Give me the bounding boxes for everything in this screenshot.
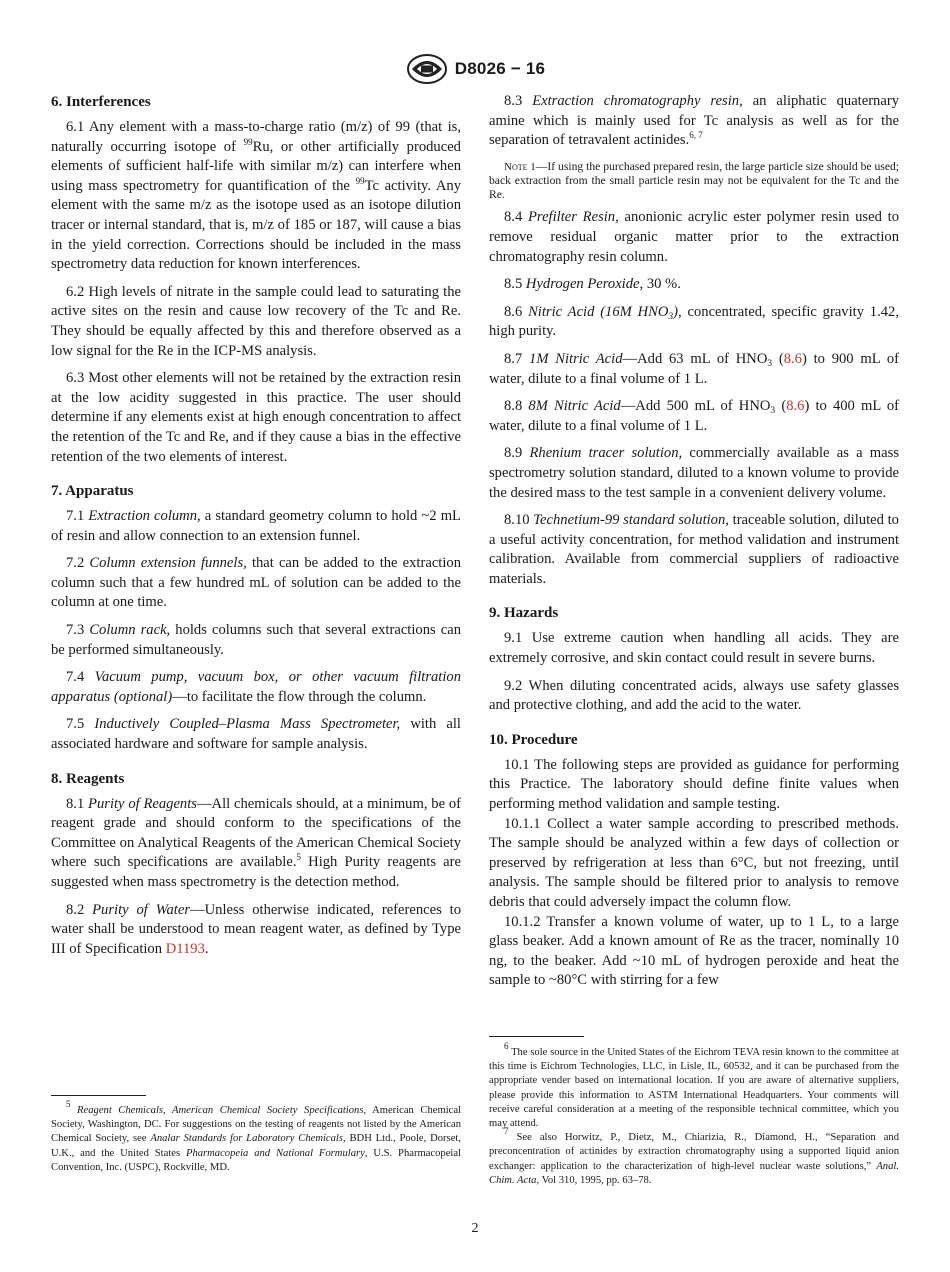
para-10-1: 10.1 The following steps are provided as guidance for performing this Practice. The laboratory should define finite values when performing method validation and sample testing. xyxy=(489,756,899,813)
para-8-1: 8.1 Purity of Reagents—All chemicals should, at a minimum, be of reagent grade and should conform to the specifications of the Committee on Analytical Reagents of the American Chemical Society where such specifications are available.$^5$ High Purity reagents are suggested when mass spectrometry is the detection method. xyxy=(51,795,461,890)
note-1: Note 1—If using the purchased prepared resin, the large particle size should be used; back extraction from the small particle resin may not be equivalent for the Tc and the Re. xyxy=(489,159,899,202)
para-8-8: 8.8 8M Nitric Acid—Add 500 mL of $HNO_3$ (8.6) to 400 mL of water, dilute to a final volume of 1 L. xyxy=(489,398,900,434)
section-8-heading: 8. Reagents xyxy=(51,770,125,787)
reference-link-d1193[interactable]: D1193 xyxy=(165,940,205,957)
page-number: 2 xyxy=(471,1221,479,1236)
para-9-2: 9.2 When diluting concentrated acids, always use safety glasses and protective clothing, and add the acid to the water. xyxy=(489,677,899,714)
footnote-rule-right xyxy=(489,1036,584,1037)
para-8-5: 8.5 Hydrogen Peroxide, 30 %. xyxy=(504,276,681,293)
section-6-heading: 6. Interferences xyxy=(51,94,151,110)
para-6-2: 6.2 High levels of nitrate in the sample could lead to saturating the active sites on the resin and cause low recovery of the Tc and Re. They should be equally affected by this and therefore observed as a low signal for the Re in the ICP-MS analysis. xyxy=(51,283,461,359)
para-10-1-1: 10.1.1 Collect a water sample according to prescribed methods. The sample should be analyzed within a few days of collection or preserved by refrigeration at less than 6°C, but not freezing, until analysis. The sample should be filtered prior to analysis to remove debris that could adversely impact the column flow. xyxy=(489,815,899,911)
section-7-heading: 7. Apparatus xyxy=(51,483,134,500)
footnote-6: $^6$ The sole source in the United States of the Eichrom TEVA resin known to the committee at this time is Eichrom Technologies, LLC, in Lisle, IL, 60532, and it can be purchased from the appropriate vender based on international location. If you are aware of alternative suppliers, please provide this information to ASTM International Headquarters. Your comments will receive careful consideration at a meeting of the responsible technical committee, which you may attend. xyxy=(489,1041,899,1130)
para-7-3: 7.3 Column rack, holds columns such that several extractions can be performed simultaneously. xyxy=(51,622,462,658)
para-6-1: 6.1 Any element with a mass-to-charge ratio (m/z) of 99 (that is, naturally occurring isotope of $^{99}$Ru, or other artificially produced elements of sufficient half-life with similar m/z) can interfere when using mass spectrometry for quantification of the $^{99}$Tc activity. Any element with the same m/z as the isotope used as an isotope dilution tracer or internal standard, that is, m/z of 185 or 187, will cause a bias in the yield correction. Corrections should be included in the mass spectrometry data reduction for known interferences. xyxy=(51,119,462,273)
reference-link-8-6[interactable]: 8.6 xyxy=(783,350,802,367)
section-9-heading: 9. Hazards xyxy=(489,605,559,622)
astm-logo-icon xyxy=(405,53,449,85)
footnote-7: $^7$ See also Horwitz, P., Dietz, M., Chiarizia, R., Diamond, H., “Separation and preconcentration of actinides by extraction chromatography using a supported liquid anion exchanger: application to the characterization of high-level nuclear waste solutions,” Anal. Chim. Acta, Vol 310, 1995, pp. 63–78. xyxy=(489,1126,899,1186)
para-6-3: 6.3 Most other elements will not be retained by the extraction resin at the low acidity suggested in this practice. The user should determine if any elements exist at high enough concentration to affect the retention of the Tc and Re, and if they cause a bias in the effective retention of the two elements of interest. xyxy=(51,370,461,465)
para-7-1: 7.1 Extraction column, a standard geometry column to hold ~2 mL of resin and allow connection to an extension funnel. xyxy=(51,508,461,544)
para-9-1: 9.1 Use extreme caution when handling all acids. They are extremely corrosive, and skin contact could result in severe burns. xyxy=(489,630,899,667)
para-10-1-2: 10.1.2 Transfer a known volume of water, up to 1 L, to a large glass beaker. Add a known amount of Re as the tracer, nominally 10 ng, to the beaker. Add ~10 mL of hydrogen peroxide and heat the sample to ~80°C with stirring for a few xyxy=(489,913,899,989)
footnotes-right xyxy=(489,1041,899,1188)
para-8-6: 8.6 Nitric Acid (16M $HNO_3$), concentrated, specific gravity 1.42, high purity. xyxy=(489,303,899,340)
reference-link-8-6[interactable]: 8.6 xyxy=(786,398,805,415)
para-7-4: 7.4 Vacuum pump, vacuum box, or other vacuum filtration apparatus (optional)—to facilitate the flow through the column. xyxy=(51,669,461,705)
document-designation: D8026 − 16 xyxy=(454,59,546,78)
para-8-4: 8.4 Prefilter Resin, anonionic acrylic ester polymer resin used to remove residual organic matter prior to the extraction chromatography resin column. xyxy=(489,209,899,265)
section-10-heading: 10. Procedure xyxy=(489,731,578,748)
para-8-3: 8.3 Extraction chromatography resin, an aliphatic quaternary amine which is mainly used for Tc analysis as well as for the separation of tetravalent actinides.$^{6, 7}$ xyxy=(489,93,899,149)
left-column xyxy=(51,92,461,959)
footnote-rule-left xyxy=(51,1095,146,1096)
para-7-2: 7.2 Column extension funnels, that can be added to the extraction column such that a few hundred mL of solution can be added to the column at one time. xyxy=(51,555,461,611)
right-column xyxy=(489,92,899,991)
para-8-10: 8.10 Technetium-99 standard solution, traceable solution, diluted to a useful activity concentration, for method validation and instrument calibration. Available from commercial suppliers of radioactive materials. xyxy=(489,512,899,587)
para-8-9: 8.9 Rhenium tracer solution, commercially available as a mass spectrometry solution standard, diluted to a known volume to provide the desired mass to the test sample in a convenient delivery volume. xyxy=(489,445,899,501)
footnote-5: $^5$ Reagent Chemicals, American Chemical Society Specifications, American Chemical Society, Washington, DC. For suggestions on the testing of reagents not listed by the American Chemical Society, see Analar Standards for Laboratory Chemicals, BDH Ltd., Poole, Dorset, U.K., and the United States Pharmacopeia and National Formulary, U.S. Pharmacopeial Convention, Inc. (USPC), Rockville, MD. xyxy=(51,1099,461,1173)
page-header xyxy=(0,52,950,86)
para-7-5: 7.5 Inductively Coupled–Plasma Mass Spectrometer, with all associated hardware and software for sample analysis. xyxy=(51,716,461,753)
para-8-7: 8.7 1M Nitric Acid—Add 63 mL of $HNO_3$ (8.6) to 900 mL of water, dilute to a final volume of 1 L. xyxy=(489,350,899,387)
para-8-2: 8.2 Purity of Water—Unless otherwise indicated, references to water shall be understood to mean reagent water, as defined by Type III of Specification D1193. xyxy=(51,901,461,957)
